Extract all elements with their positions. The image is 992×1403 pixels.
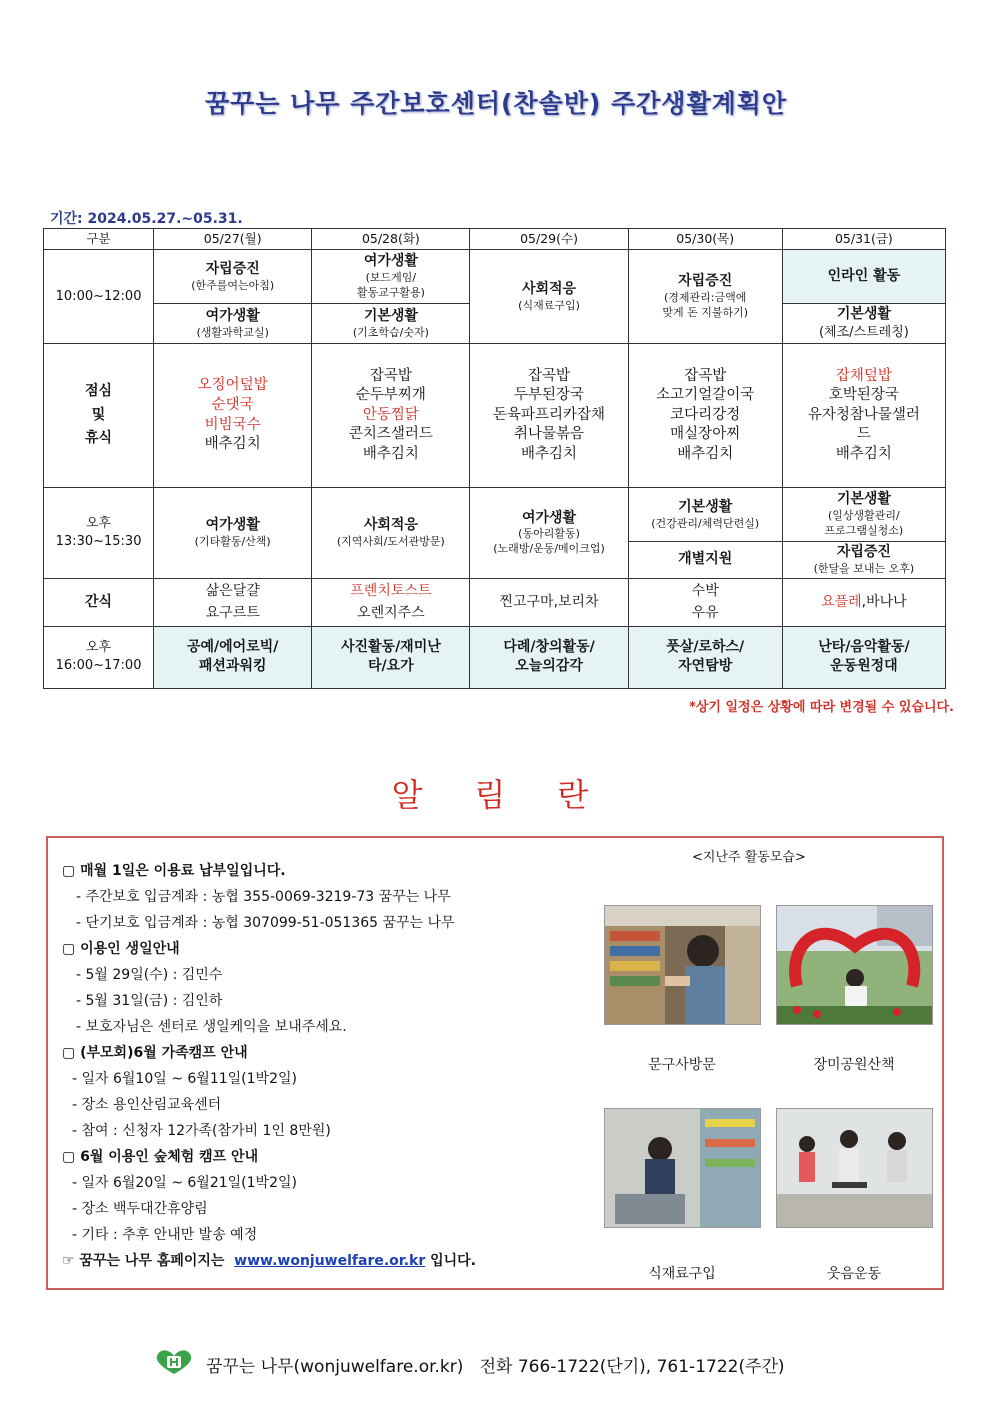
thu-pm2: 개별지원 (628, 542, 782, 579)
snack-fri: 요플레,바나나 (782, 578, 945, 626)
menu-item: 배추김치 (362, 445, 419, 462)
late-mon: 공예/에어로빅/ 패션과워킹 (154, 626, 312, 688)
notice-heading: ▢ 매월 1일은 이용료 납부일입니다. (62, 863, 286, 879)
photo-label: 장미공원산책 (813, 1057, 895, 1073)
menu-item: 잡곡밥 (528, 367, 571, 384)
lunch-label: 점심 및 휴식 (44, 344, 154, 488)
menu-item: 돈육파프리카잡채 (493, 406, 606, 423)
header-cell: 05/29(수) (470, 229, 628, 250)
header-cell: 05/31(금) (782, 229, 945, 250)
tree-heart-logo-icon (152, 1348, 196, 1381)
schedule-note: *상기 일정은 상황에 따라 변경될 수 있습니다. (689, 700, 954, 715)
photo-label: 웃음운동 (826, 1266, 882, 1282)
notice-heading: ▢ (부모회)6월 가족캠프 안내 (62, 1045, 248, 1061)
schedule-table (43, 228, 946, 689)
menu-item: 잡채덮밥 (835, 367, 892, 384)
mon-am1: 자립증진 (한주를여는아침) (154, 250, 312, 304)
late-fri: 난타/음악활동/ 운동원정대 (782, 626, 945, 688)
lunch-wed (470, 344, 628, 488)
notice-item: - 보호자님은 센터로 생일케익을 보내주세요. (76, 1019, 347, 1035)
menu-item: 배추김치 (677, 445, 734, 462)
menu-item: 오징어덮밥 (197, 377, 268, 394)
lunch-thu (628, 344, 782, 488)
header-row (44, 229, 946, 250)
snack-label: 간식 (44, 578, 154, 626)
notice-item: - 장소 백두대간휴양림 (72, 1201, 208, 1217)
header-cell: 구분 (44, 229, 154, 250)
homepage-link[interactable]: www.wonjuwelfare.or.kr (234, 1253, 426, 1269)
fri-am2: 기본생활 (체조/스트레칭) (782, 304, 945, 344)
header-cell: 05/28(화) (312, 229, 470, 250)
menu-item: 안동찜닭 (362, 406, 419, 423)
notice-item: - 일자 6월20일 ~ 6월21일(1박2일) (72, 1175, 297, 1191)
notice-item: - 단기보호 입금계좌 : 농협 307099-51-051365 꿈꾸는 나무 (76, 915, 455, 931)
late-label: 오후 16:00~17:00 (44, 626, 154, 688)
thu-am: 자립증진 (경제관리:금액에 맞게 돈 지불하기) (628, 250, 782, 344)
menu-item: 두부된장국 (514, 387, 585, 404)
morning-label: 10:00~12:00 (44, 250, 154, 344)
notice-item: - 기타 : 추후 안내만 발송 예정 (72, 1227, 258, 1243)
photo-laughter-exercise (776, 1108, 933, 1228)
menu-item: 매실장아찌 (670, 426, 741, 443)
photo-label: 식재료구입 (648, 1266, 716, 1282)
menu-item: 배추김치 (835, 445, 892, 462)
menu-item: 순댓국 (211, 396, 254, 413)
snack-tue: 프렌치토스트 오렌지주스 (312, 578, 470, 626)
menu-item: 호박된장국 (828, 387, 899, 404)
notice-item: - 5월 29일(수) : 김민수 (76, 967, 223, 983)
pm-label: 오후 13:30~15:30 (44, 488, 154, 579)
menu-item: 콘치즈샐러드 (348, 426, 433, 443)
tue-am2: 기본생활 (기초학습/숫자) (312, 304, 470, 344)
notice-item: - 장소 용인산림교육센터 (72, 1097, 222, 1113)
snack-mon: 삶은달걀 요구르트 (154, 578, 312, 626)
photo-stationery-visit (604, 905, 761, 1025)
footer-text: 꿈꾸는 나무(wonjuwelfare.or.kr) 전화 766-1722(단기), 761-1722(주간) (206, 1357, 785, 1377)
tue-am1: 여가생활 (보드게임/ 활동교구활용) (312, 250, 470, 304)
notice-heading: ▢ 6월 이용인 숲체험 캠프 안내 (62, 1149, 259, 1165)
late-thu: 풋살/로하스/ 자연탐방 (628, 626, 782, 688)
late-wed: 다례/창의활동/ 오늘의감각 (470, 626, 628, 688)
menu-item: 비빔국수 (204, 416, 261, 433)
footer (152, 1348, 785, 1381)
menu-item: 잡곡밥 (684, 367, 727, 384)
mon-pm: 여가생활 (기타활동/산책) (154, 488, 312, 579)
header-cell: 05/27(월) (154, 229, 312, 250)
period-label: 기간: 2024.05.27.~05.31. (50, 211, 243, 227)
header-cell: 05/30(목) (628, 229, 782, 250)
lunch-mon (154, 344, 312, 488)
notice-item: - 5월 31일(금) : 김인하 (76, 993, 223, 1009)
notice-title: 알림란 (391, 776, 641, 814)
thu-pm1: 기본생활 (건강관리/체력단련실) (628, 488, 782, 542)
notice-item: - 주간보호 입금계좌 : 농협 355-0069-3219-73 꿈꾸는 나무 (76, 889, 451, 905)
late-tue: 사진활동/재미난 타/요가 (312, 626, 470, 688)
wed-pm: 여가생활 (동아리활동) (노래방/운동/메이크업) (470, 488, 628, 579)
fri-pm1: 기본생활 (일상생활관리/ 프로그램실청소) (782, 488, 945, 542)
lunch-tue (312, 344, 470, 488)
menu-item: 잡곡밥 (369, 367, 412, 384)
tue-pm: 사회적응 (지역사회/도서관방문) (312, 488, 470, 579)
mon-am2: 여가생활 (생활과학교실) (154, 304, 312, 344)
photo-grocery-shopping (604, 1108, 761, 1228)
menu-item: 배추김치 (521, 445, 578, 462)
notice-list (62, 858, 476, 1274)
homepage-line: ☞ 꿈꾸는 나무 홈페이지는 www.wonjuwelfare.or.kr 입니다. (62, 1253, 476, 1269)
snack-wed: 찐고구마,보리차 (470, 578, 628, 626)
menu-item: 코다리강정 (670, 406, 741, 423)
snack-thu: 수박 우유 (628, 578, 782, 626)
photos-caption: <지난주 활동모습> (692, 850, 806, 865)
menu-item: 배추김치 (204, 436, 261, 453)
wed-am: 사회적응 (식재료구입) (470, 250, 628, 344)
photo-label: 문구사방문 (648, 1057, 716, 1073)
menu-item: 소고기얼갈이국 (656, 387, 755, 404)
menu-item: 취나물볶음 (514, 426, 585, 443)
lunch-fri (782, 344, 945, 488)
fri-pm2: 자립증진 (한달을 보내는 오후) (782, 542, 945, 579)
fri-am1: 인라인 활동 (782, 250, 945, 304)
photo-rose-park (776, 905, 933, 1025)
notice-item: - 참여 : 신청자 12가족(참가비 1인 8만원) (72, 1123, 331, 1139)
menu-item: 유자청참나물샐러 드 (807, 406, 920, 443)
page-title: 꿈꾸는 나무 주간보호센터(찬솔반) 주간생활계획안 (204, 89, 788, 118)
menu-item: 순두부찌개 (355, 387, 426, 404)
notice-item: - 일자 6월10일 ~ 6월11일(1박2일) (72, 1071, 297, 1087)
notice-heading: ▢ 이용인 생일안내 (62, 941, 180, 957)
